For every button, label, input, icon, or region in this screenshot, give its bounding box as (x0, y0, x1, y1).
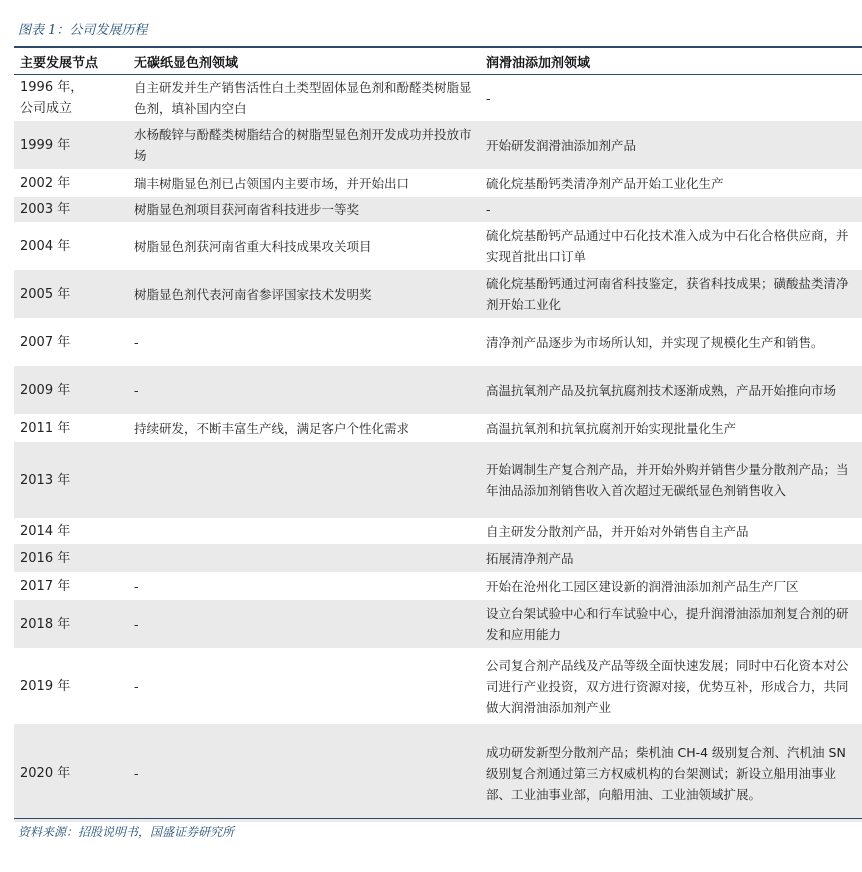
table-row (14, 648, 862, 724)
row-color-developer: - (134, 678, 139, 694)
row-year: 2013 年 (14, 442, 128, 518)
row-color-developer: - (128, 366, 480, 414)
row-color-developer: 树脂显色剂获河南省重大科技成果攻关项目 (134, 238, 372, 254)
row-year: 1999 年 (14, 121, 128, 169)
table-row (14, 366, 862, 414)
row-lubricant-additive: 开始研发润滑油添加剂产品 (480, 121, 862, 169)
row-year: 2018 年 (14, 600, 128, 648)
row-year: 2011 年 (20, 420, 71, 436)
row-color-developer: - (134, 578, 139, 594)
row-lubricant-additive: 开始调制生产复合剂产品，并开始外购并销售少量分散剂产品；当年油品添加剂销售收入首次超过无碳纸显色剂销售收入 (480, 442, 862, 518)
row-lubricant-additive: 设立台架试验中心和行车试验中心，提升润滑油添加剂复合剂的研发和应用能力 (480, 600, 862, 648)
figure-caption: 图表 1：公司发展历程 (18, 23, 148, 38)
table-row (14, 414, 862, 442)
table-header-row (14, 48, 862, 75)
header-milestone: 主要发展节点 (14, 48, 128, 75)
table-row (14, 121, 862, 169)
source-note: 资料来源：招股说明书，国盛证券研究所 (18, 825, 235, 839)
row-color-developer: - (134, 334, 139, 350)
row-lubricant-additive: 硫化烷基酚钙产品通过中石化技术准入成为中石化合格供应商，并实现首批出口订单 (486, 228, 849, 264)
table-row (14, 270, 862, 318)
row-lubricant-additive: 清净剂产品逐步为市场所认知，并实现了规模化生产和销售。 (486, 334, 824, 350)
table-row (14, 544, 862, 572)
row-lubricant-additive: 硫化烷基酚钙通过河南省科技鉴定，获省科技成果；磺酸盐类清净剂开始工业化 (480, 270, 862, 318)
row-color-developer (128, 518, 480, 544)
row-color-developer: 持续研发，不断丰富生产线，满足客户个性化需求 (134, 420, 410, 436)
row-lubricant-additive: 高温抗氧剂和抗氧抗腐剂开始实现批量化生产 (486, 420, 737, 436)
row-color-developer (128, 442, 480, 518)
row-lubricant-additive: 成功研发新型分散剂产品；柴机油 CH-4 级别复合剂、汽机油 SN 级别复合剂通过第三方权威机构的台架测试；新设立船用油事业部、工业油事业部，向船用油、工业油领域扩展。 (480, 724, 862, 822)
row-color-developer (128, 544, 480, 572)
table-row (14, 600, 862, 648)
table-row (14, 222, 862, 270)
row-year: 2019 年 (20, 678, 71, 694)
row-color-developer: 树脂显色剂项目获河南省科技进步一等奖 (128, 197, 480, 222)
row-color-developer: 树脂显色剂代表河南省参评国家技术发明奖 (128, 270, 480, 318)
row-year: 2017 年 (20, 578, 71, 594)
table-row (14, 318, 862, 366)
row-color-developer: - (128, 724, 480, 822)
history-table (14, 48, 862, 822)
row-color-developer: - (128, 600, 480, 648)
row-lubricant-additive: 开始在沧州化工园区建设新的润滑油添加剂产品生产厂区 (486, 578, 799, 594)
bottom-rule (14, 818, 862, 819)
row-year: 2002 年 (20, 175, 71, 191)
row-color-developer: 瑞丰树脂显色剂已占领国内主要市场，并开始出口 (134, 175, 410, 191)
row-year: 2005 年 (14, 270, 128, 318)
header-color-developer: 无碳纸显色剂领域 (128, 48, 480, 75)
table-row (14, 197, 862, 222)
row-year: 2007 年 (20, 334, 71, 350)
row-lubricant-additive: - (486, 90, 491, 106)
row-year: 1996 年， 公司成立 (20, 80, 84, 116)
row-color-developer: 自主研发并生产销售活性白土类型固体显色剂和酚醛类树脂显色剂，填补国内空白 (134, 80, 472, 116)
table-row (14, 442, 862, 518)
table-row (14, 169, 862, 197)
row-year: 2020 年 (14, 724, 128, 822)
row-lubricant-additive: - (480, 197, 862, 222)
row-lubricant-additive: 公司复合剂产品线及产品等级全面快速发展；同时中石化资本对公司进行产业投资，双方进行资源对接，优势互补，形成合力，共同做大润滑油添加剂产业 (486, 657, 849, 715)
row-year: 2004 年 (20, 238, 71, 254)
table-row (14, 724, 862, 822)
header-lubricant-additive: 润滑油添加剂领域 (480, 48, 862, 75)
table-row (14, 572, 862, 600)
table-row (14, 518, 862, 544)
row-color-developer: 水杨酸锌与酚醛类树脂结合的树脂型显色剂开发成功并投放市场 (128, 121, 480, 169)
row-lubricant-additive: 拓展清净剂产品 (480, 544, 862, 572)
row-lubricant-additive: 硫化烷基酚钙类清净剂产品开始工业化生产 (486, 175, 724, 191)
row-lubricant-additive: 高温抗氧剂产品及抗氧抗腐剂技术逐渐成熟，产品开始推向市场 (480, 366, 862, 414)
row-year: 2009 年 (14, 366, 128, 414)
row-year: 2016 年 (14, 544, 128, 572)
table-row (14, 75, 862, 122)
row-year: 2014 年 (20, 523, 71, 539)
row-year: 2003 年 (14, 197, 128, 222)
row-lubricant-additive: 自主研发分散剂产品，并开始对外销售自主产品 (486, 523, 749, 539)
